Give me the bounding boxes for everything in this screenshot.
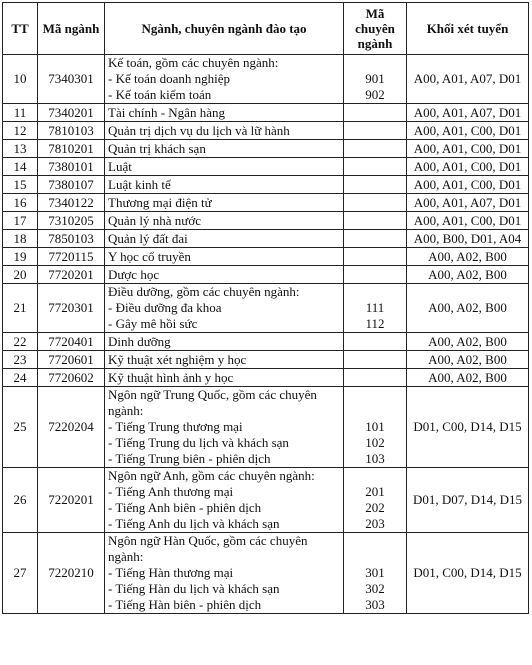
major-title: Tài chính - Ngân hàng	[108, 104, 225, 120]
cell-khoi-xet-tuyen: A00, B00, D01, A04	[407, 230, 529, 248]
major-title: Ngôn ngữ Hàn Quốc, gồm các chuyên ngành:	[108, 533, 308, 564]
cell-tt: 21	[3, 284, 38, 333]
cell-ma-nganh: 7720602	[38, 369, 105, 387]
cell-ma-nganh: 7220204	[38, 387, 105, 468]
cell-nganh	[105, 158, 344, 176]
specialization-item: - Gây mê hồi sức	[108, 316, 198, 331]
table-row	[3, 284, 529, 333]
cell-ma-chuyen-nganh	[344, 230, 407, 248]
cell-nganh	[105, 55, 344, 104]
cell-khoi-xet-tuyen: A00, A02, B00	[407, 284, 529, 333]
specialization-item: - Tiếng Anh thương mại	[108, 484, 234, 499]
cell-ma-chuyen-nganh	[344, 55, 407, 104]
cell-khoi-xet-tuyen: D01, C00, D14, D15	[407, 387, 529, 468]
cell-ma-nganh: 7720601	[38, 351, 105, 369]
cell-khoi-xet-tuyen: A00, A01, A07, D01	[407, 55, 529, 104]
major-title: Ngôn ngữ Trung Quốc, gồm các chuyên ngành:	[108, 387, 317, 418]
cell-tt: 13	[3, 140, 38, 158]
cell-nganh	[105, 387, 344, 468]
major-title: Quản trị khách sạn	[108, 140, 206, 156]
specialization-item: - Điều dưỡng đa khoa	[108, 300, 222, 315]
cell-nganh	[105, 351, 344, 369]
cell-ma-nganh: 7810103	[38, 122, 105, 140]
cell-ma-nganh: 7720201	[38, 266, 105, 284]
cell-tt: 27	[3, 533, 38, 614]
cell-khoi-xet-tuyen: A00, A02, B00	[407, 369, 529, 387]
admissions-table	[2, 2, 529, 614]
cell-khoi-xet-tuyen: A00, A01, A07, D01	[407, 194, 529, 212]
cell-ma-nganh: 7720115	[38, 248, 105, 266]
cell-ma-chuyen-nganh	[344, 351, 407, 369]
cell-nganh	[105, 248, 344, 266]
cell-ma-chuyen-nganh	[344, 176, 407, 194]
specialization-code: 101	[365, 419, 385, 434]
specialization-item: - Tiếng Hàn du lịch và khách sạn	[108, 581, 280, 596]
cell-tt: 15	[3, 176, 38, 194]
cell-tt: 22	[3, 333, 38, 351]
cell-nganh	[105, 230, 344, 248]
cell-tt: 18	[3, 230, 38, 248]
cell-khoi-xet-tuyen: D01, C00, D14, D15	[407, 533, 529, 614]
cell-nganh	[105, 176, 344, 194]
cell-ma-nganh: 7340301	[38, 55, 105, 104]
major-title: Dinh dưỡng	[108, 333, 171, 349]
table-row	[3, 194, 529, 212]
cell-nganh	[105, 212, 344, 230]
cell-tt: 10	[3, 55, 38, 104]
cell-nganh	[105, 140, 344, 158]
specialization-item: - Tiếng Trung thương mại	[108, 419, 243, 434]
header-ma-nganh: Mã ngành	[38, 3, 105, 55]
specialization-code: 901	[365, 71, 385, 86]
table-body	[3, 55, 529, 614]
cell-nganh	[105, 284, 344, 333]
cell-ma-chuyen-nganh	[344, 212, 407, 230]
header-khoi-xet-tuyen: Khối xét tuyển	[407, 3, 529, 55]
cell-ma-nganh: 7340122	[38, 194, 105, 212]
major-title: Điều dưỡng, gồm các chuyên ngành:	[108, 284, 300, 299]
specialization-code: 112	[365, 316, 385, 331]
specialization-code: 102	[365, 435, 385, 450]
specialization-code: 303	[365, 597, 385, 612]
table-row	[3, 369, 529, 387]
cell-khoi-xet-tuyen: A00, A02, B00	[407, 266, 529, 284]
specialization-item: - Kế toán doanh nghiệp	[108, 71, 231, 86]
cell-tt: 23	[3, 351, 38, 369]
header-nganh: Ngành, chuyên ngành đào tạo	[105, 3, 344, 55]
specialization-item: - Tiếng Trung du lịch và khách sạn	[108, 435, 289, 450]
table-row	[3, 387, 529, 468]
cell-ma-nganh: 7380107	[38, 176, 105, 194]
table-row	[3, 351, 529, 369]
specialization-code: 302	[365, 581, 385, 596]
header-ma-chuyen-nganh: Mã chuyên ngành	[344, 3, 407, 55]
specialization-item: - Tiếng Hàn biên - phiên dịch	[108, 597, 262, 612]
cell-ma-chuyen-nganh	[344, 248, 407, 266]
cell-ma-nganh: 7380101	[38, 158, 105, 176]
specialization-code: 203	[365, 516, 385, 531]
cell-nganh	[105, 104, 344, 122]
table-row	[3, 230, 529, 248]
cell-khoi-xet-tuyen: A00, A01, C00, D01	[407, 176, 529, 194]
table-row	[3, 55, 529, 104]
specialization-code: 902	[365, 87, 385, 102]
table-row	[3, 176, 529, 194]
specialization-item: - Tiếng Anh biên - phiên dịch	[108, 500, 262, 515]
cell-nganh	[105, 369, 344, 387]
cell-ma-chuyen-nganh	[344, 468, 407, 533]
cell-khoi-xet-tuyen: A00, A01, C00, D01	[407, 158, 529, 176]
table-row	[3, 333, 529, 351]
table-row	[3, 468, 529, 533]
cell-ma-chuyen-nganh	[344, 333, 407, 351]
cell-nganh	[105, 266, 344, 284]
cell-ma-chuyen-nganh	[344, 387, 407, 468]
cell-tt: 12	[3, 122, 38, 140]
major-title: Luật kinh tế	[108, 176, 171, 192]
cell-tt: 24	[3, 369, 38, 387]
major-title: Kỹ thuật xét nghiệm y học	[108, 351, 247, 367]
cell-ma-chuyen-nganh	[344, 104, 407, 122]
table-row	[3, 122, 529, 140]
cell-ma-nganh: 7310205	[38, 212, 105, 230]
cell-nganh	[105, 194, 344, 212]
cell-tt: 11	[3, 104, 38, 122]
cell-tt: 20	[3, 266, 38, 284]
header-tt: TT	[3, 3, 38, 55]
specialization-code: 111	[365, 300, 385, 315]
cell-ma-chuyen-nganh	[344, 140, 407, 158]
cell-khoi-xet-tuyen: A00, A02, B00	[407, 351, 529, 369]
specialization-item: - Tiếng Trung biên - phiên dịch	[108, 451, 271, 466]
cell-tt: 25	[3, 387, 38, 468]
cell-khoi-xet-tuyen: A00, A02, B00	[407, 248, 529, 266]
table-row	[3, 248, 529, 266]
major-title: Quản lý đất đai	[108, 230, 188, 246]
cell-ma-chuyen-nganh	[344, 284, 407, 333]
specialization-item: - Tiếng Anh du lịch và khách sạn	[108, 516, 280, 531]
cell-nganh	[105, 333, 344, 351]
cell-tt: 19	[3, 248, 38, 266]
major-title: Thương mại điện tử	[108, 194, 212, 210]
table-row	[3, 266, 529, 284]
specialization-item: - Tiếng Hàn thương mại	[108, 565, 234, 580]
cell-tt: 26	[3, 468, 38, 533]
major-title: Ngôn ngữ Anh, gồm các chuyên ngành:	[108, 468, 315, 483]
cell-ma-chuyen-nganh	[344, 533, 407, 614]
cell-ma-nganh: 7220210	[38, 533, 105, 614]
major-title: Y học cổ truyền	[108, 248, 191, 264]
table-row	[3, 158, 529, 176]
cell-tt: 16	[3, 194, 38, 212]
cell-ma-chuyen-nganh	[344, 266, 407, 284]
cell-khoi-xet-tuyen: A00, A01, C00, D01	[407, 122, 529, 140]
cell-khoi-xet-tuyen: D01, D07, D14, D15	[407, 468, 529, 533]
cell-ma-nganh: 7810201	[38, 140, 105, 158]
specialization-code: 201	[365, 484, 385, 499]
table-row	[3, 533, 529, 614]
cell-khoi-xet-tuyen: A00, A01, C00, D01	[407, 212, 529, 230]
cell-ma-nganh: 7340201	[38, 104, 105, 122]
cell-ma-nganh: 7850103	[38, 230, 105, 248]
cell-ma-chuyen-nganh	[344, 122, 407, 140]
cell-nganh	[105, 468, 344, 533]
table-row	[3, 104, 529, 122]
cell-ma-nganh: 7220201	[38, 468, 105, 533]
major-title: Kỹ thuật hình ảnh y học	[108, 369, 234, 385]
cell-ma-chuyen-nganh	[344, 369, 407, 387]
cell-ma-nganh: 7720301	[38, 284, 105, 333]
table-row	[3, 212, 529, 230]
cell-nganh	[105, 122, 344, 140]
specialization-code: 103	[365, 451, 385, 466]
cell-tt: 17	[3, 212, 38, 230]
cell-nganh	[105, 533, 344, 614]
cell-ma-chuyen-nganh	[344, 194, 407, 212]
major-title: Dược học	[108, 266, 160, 282]
major-title: Quản lý nhà nước	[108, 212, 201, 228]
cell-ma-nganh: 7720401	[38, 333, 105, 351]
cell-khoi-xet-tuyen: A00, A02, B00	[407, 333, 529, 351]
major-title: Quản trị dịch vụ du lịch và lữ hành	[108, 122, 290, 138]
cell-tt: 14	[3, 158, 38, 176]
specialization-code: 301	[365, 565, 385, 580]
major-title: Kế toán, gồm các chuyên ngành:	[108, 55, 279, 70]
specialization-item: - Kế toán kiểm toán	[108, 87, 212, 102]
table-row	[3, 140, 529, 158]
page-footer-fragment	[2, 658, 122, 664]
specialization-code: 202	[365, 500, 385, 515]
major-title: Luật	[108, 158, 132, 174]
cell-khoi-xet-tuyen: A00, A01, A07, D01	[407, 104, 529, 122]
cell-khoi-xet-tuyen: A00, A01, C00, D01	[407, 140, 529, 158]
cell-ma-chuyen-nganh	[344, 158, 407, 176]
